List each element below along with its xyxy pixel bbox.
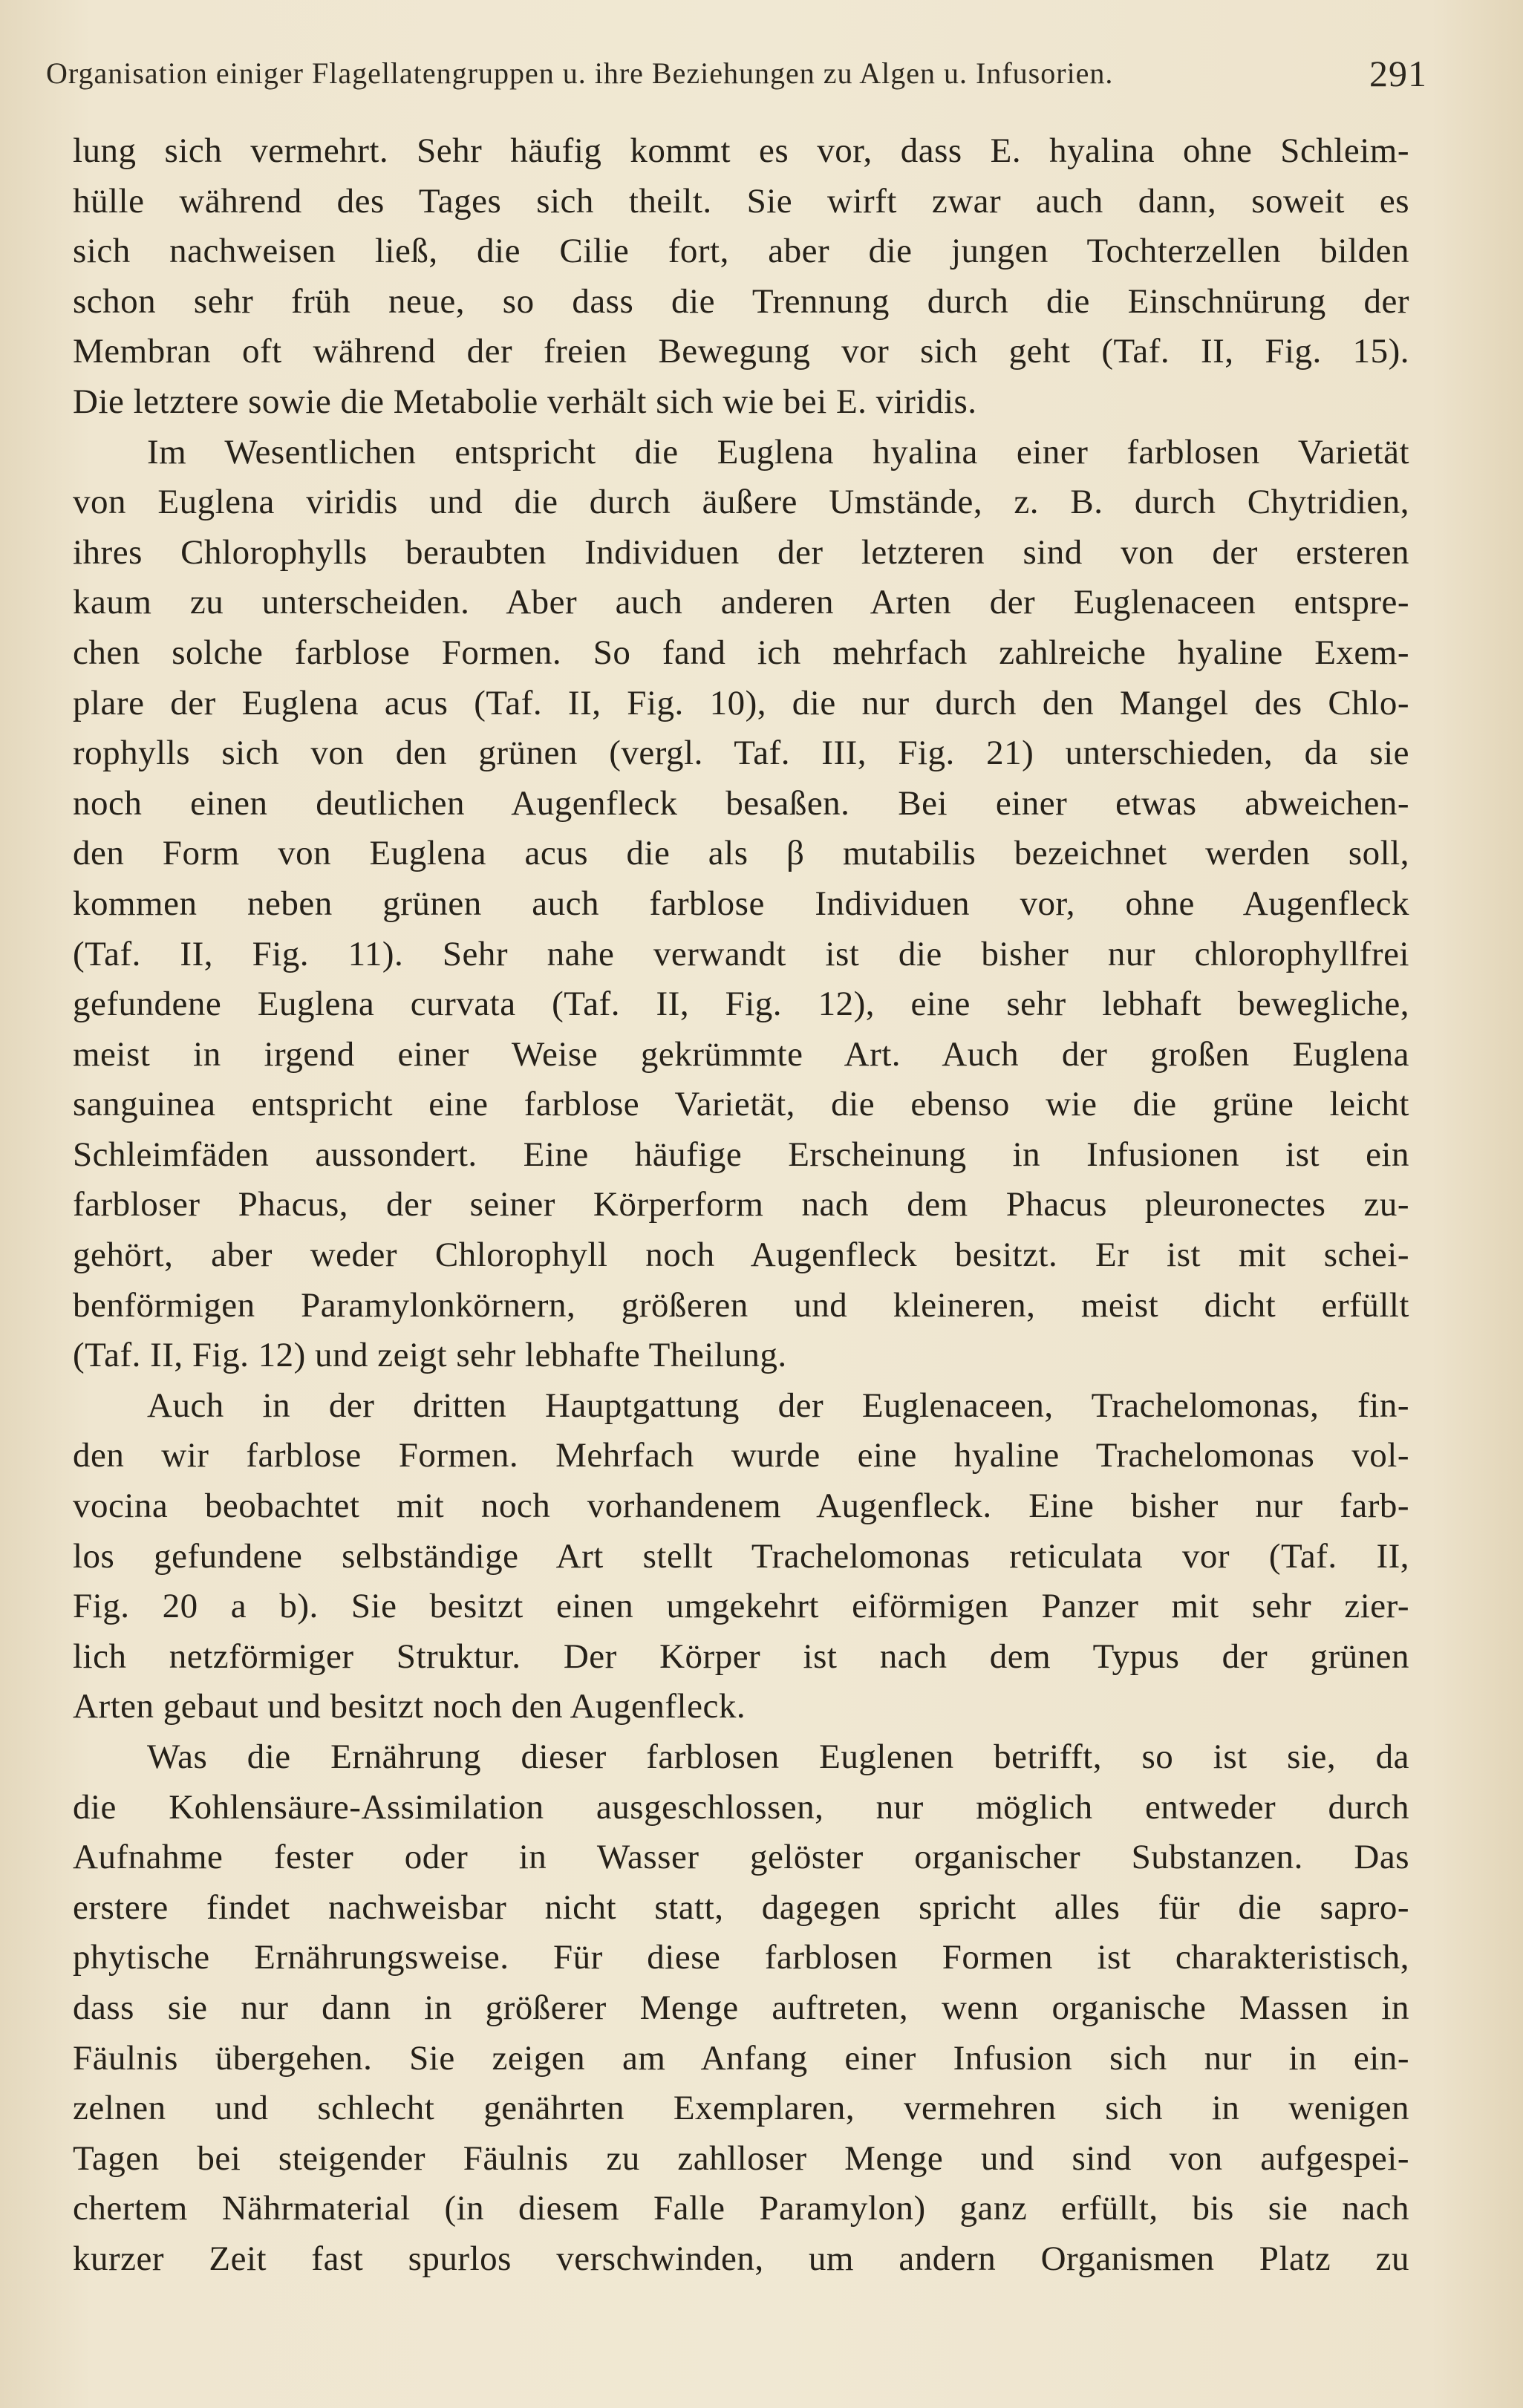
text-line: schon sehr früh neue, so dass die Trennung durch die Einschnürung der	[73, 281, 1409, 321]
text-line: den wir farblose Formen. Mehrfach wurde eine hyaline Trachelomonas vol-	[73, 1436, 1409, 1475]
text-line: kommen neben grünen auch farblose Individuen vor, ohne Augenfleck	[73, 884, 1409, 923]
text-line: dass sie nur dann in größerer Menge auftreten, wenn organische Massen in	[73, 1988, 1409, 2027]
text-line: noch einen deutlichen Augenfleck besaßen. Bei einer etwas abweichen-	[73, 783, 1409, 823]
body-text	[73, 126, 1409, 2285]
text-line: kaum zu unterscheiden. Aber auch anderen Arten der Euglenaceen entspre-	[73, 583, 1409, 622]
text-line: Die letztere sowie die Metabolie verhält sich wie bei E. viridis.	[73, 382, 977, 421]
text-line: chen solche farblose Formen. So fand ich mehrfach zahlreiche hyaline Exem-	[73, 633, 1409, 672]
text-line: Arten gebaut und besitzt noch den Augenfleck.	[73, 1687, 746, 1726]
text-line: Auch in der dritten Hauptgattung der Euglenaceen, Trachelomonas, fin-	[147, 1386, 1409, 1425]
text-line: (Taf. II, Fig. 12) und zeigt sehr lebhafte Theilung.	[73, 1336, 787, 1375]
text-line: den Form von Euglena acus die als β mutabilis bezeichnet werden soll,	[73, 834, 1409, 873]
running-header	[46, 48, 1427, 99]
running-title: Organisation einiger Flagellatengruppen u. ihre Beziehungen zu Algen u. Infusorien.	[46, 56, 1114, 90]
text-line: kurzer Zeit fast spurlos verschwinden, um andern Organismen Platz zu	[73, 2239, 1409, 2278]
text-line: lich netzförmiger Struktur. Der Körper ist nach dem Typus der grünen	[73, 1637, 1409, 1676]
text-line: gehört, aber weder Chlorophyll noch Augenfleck besitzt. Er ist mit schei-	[73, 1236, 1409, 1275]
text-line: vocina beobachtet mit noch vorhandenem Augenfleck. Eine bisher nur farb-	[73, 1487, 1409, 1526]
text-line: Fig. 20 a b). Sie besitzt einen umgekehrt eiförmigen Panzer mit sehr zier-	[73, 1587, 1409, 1626]
text-line: sich nachweisen ließ, die Cilie fort, aber die jungen Tochterzellen bilden	[73, 232, 1409, 271]
text-line: sanguinea entspricht eine farblose Varietät, die ebenso wie die grüne leicht	[73, 1085, 1409, 1124]
text-line: Schleimfäden aussondert. Eine häufige Erscheinung in Infusionen ist ein	[73, 1135, 1409, 1174]
text-line: Was die Ernährung dieser farblosen Euglenen betrifft, so ist sie, da	[147, 1738, 1409, 1776]
text-line: rophylls sich von den grünen (vergl. Taf. III, Fig. 21) unterschieden, da sie	[73, 734, 1409, 773]
text-line: meist in irgend einer Weise gekrümmte Art. Auch der großen Euglena	[73, 1034, 1409, 1074]
text-line: ihres Chlorophylls beraubten Individuen der letzteren sind von der ersteren	[73, 532, 1409, 572]
text-line: chertem Nährmaterial (in diesem Falle Paramylon) ganz erfüllt, bis sie nach	[73, 2189, 1409, 2228]
text-line: lung sich vermehrt. Sehr häufig kommt es vor, dass E. hyalina ohne Schleim-	[73, 131, 1409, 170]
text-line: phytische Ernährungsweise. Für diese farblosen Formen ist charakteristisch,	[73, 1938, 1409, 1977]
text-line: Membran oft während der freien Bewegung vor sich geht (Taf. II, Fig. 15).	[73, 332, 1409, 371]
text-line: Tagen bei steigender Fäulnis zu zahlloser Menge und sind von aufgespei-	[73, 2138, 1409, 2178]
page-number: 291	[1369, 53, 1427, 94]
text-line: erstere findet nachweisbar nicht statt, dagegen spricht alles für die sapro-	[73, 1887, 1409, 1927]
text-line: gefundene Euglena curvata (Taf. II, Fig. 12), eine sehr lebhaft bewegliche,	[73, 985, 1409, 1024]
text-line: zelnen und schlecht genährten Exemplaren, vermehren sich in wenigen	[73, 2089, 1409, 2128]
text-line: (Taf. II, Fig. 11). Sehr nahe verwandt ist die bisher nur chlorophyllfrei	[73, 934, 1409, 973]
text-line: Im Wesentlichen entspricht die Euglena hyalina einer farblosen Varietät	[147, 432, 1409, 472]
text-line: hülle während des Tages sich theilt. Sie wirft zwar auch dann, soweit es	[73, 181, 1409, 221]
text-line: plare der Euglena acus (Taf. II, Fig. 10), die nur durch den Mangel des Chlo-	[73, 683, 1409, 722]
text-line: farbloser Phacus, der seiner Körperform nach dem Phacus pleuronectes zu-	[73, 1185, 1409, 1224]
text-line: von Euglena viridis und die durch äußere Umstände, z. B. durch Chytridien,	[73, 483, 1409, 522]
text-line: benförmigen Paramylonkörnern, größeren und kleineren, meist dicht erfüllt	[73, 1285, 1409, 1325]
text-line: los gefundene selbständige Art stellt Trachelomonas reticulata vor (Taf. II,	[73, 1536, 1409, 1576]
text-line: Aufnahme fester oder in Wasser gelöster organischer Substanzen. Das	[73, 1838, 1409, 1877]
text-line: Fäulnis übergehen. Sie zeigen am Anfang einer Infusion sich nur in ein-	[73, 2038, 1409, 2078]
text-line: die Kohlensäure-Assimilation ausgeschlossen, nur möglich entweder durch	[73, 1787, 1409, 1827]
